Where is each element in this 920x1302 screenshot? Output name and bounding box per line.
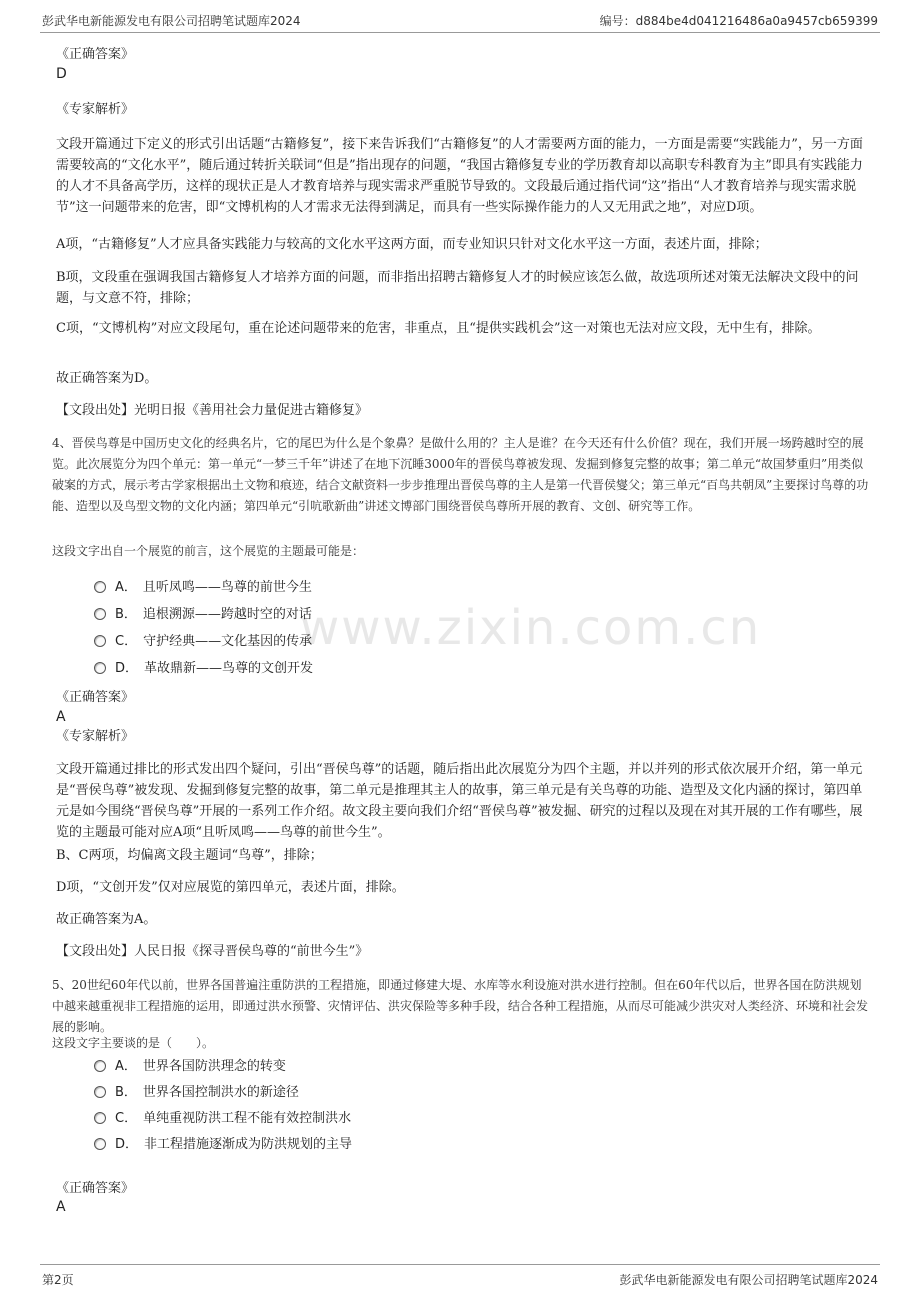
correct-answer-label: 《正确答案》 bbox=[56, 1181, 135, 1196]
radio-icon[interactable] bbox=[94, 1060, 106, 1072]
q5-stem: 5、20世纪60年代以前，世界各国普遍注重防洪的工程措施，即通过修建大堤、水库等水利设施对洪水进行控制。但在60年代以后，世界各国在防洪规划中越来越重视非工程措施的运用，即通过洪水预警、灾情评估、洪灾保险等多种手段，结合各种工程措施，从而尽可能减少洪灾对人类经济、环境和社会发展的影响。 bbox=[52, 978, 869, 1034]
radio-icon[interactable] bbox=[94, 1138, 106, 1150]
expert-analysis-label: 《专家解析》 bbox=[56, 102, 135, 117]
q3-source: 【文段出处】光明日报《善用社会力量促进古籍修复》 bbox=[56, 403, 369, 418]
q4-answer: A bbox=[56, 709, 66, 725]
q3-option-c-analysis: C项，“文博机构”对应文段尾句，重在论述问题带来的危害，非重点，且“提供实践机会”这一对策也无法对应文段，无中生有，排除。 bbox=[56, 321, 821, 336]
radio-icon[interactable] bbox=[94, 635, 106, 647]
page-number: 第2页 bbox=[42, 1273, 74, 1287]
expert-analysis-label: 《专家解析》 bbox=[56, 729, 135, 744]
radio-icon[interactable] bbox=[94, 608, 106, 620]
page-header bbox=[40, 10, 880, 33]
radio-icon[interactable] bbox=[94, 662, 106, 674]
q4-option-bc-analysis: B、C两项，均偏离文段主题词“鸟尊”，排除； bbox=[56, 848, 323, 863]
q4-stem: 4、晋侯鸟尊是中国历史文化的经典名片，它的尾巴为什么是个象鼻？是做什么用的？主人是谁？在今天还有什么价值？现在，我们开展一场跨越时空的展览。此次展览分为四个单元：第一单元“一梦三千年”讲述了在地下沉睡3000年的晋侯鸟尊被发现、发掘到修复完整的故事；第二单元“故国梦重归”用类似破案的方式，展示考古学家根据出土文物和痕迹，结合文献资料一步步推理出晋侯鸟尊的主人是第一代晋侯燮父；第三单元“百鸟共朝凤”主要探讨鸟尊的功能、造型以及鸟型文物的文化内涵；第四单元“引吭歌新曲”讲述文博部门围绕晋侯鸟尊所开展的教育、文创、研究等工作。 bbox=[52, 436, 869, 513]
q3-conclusion: 故正确答案为D。 bbox=[56, 371, 158, 386]
footer-title: 彭武华电新能源发电有限公司招聘笔试题库2024 bbox=[619, 1273, 878, 1287]
watermark: www.zixin.com.cn bbox=[300, 600, 762, 656]
q3-option-a-analysis: A项，“古籍修复”人才应具备实践能力与较高的文化水平这两方面，而专业知识只针对文化水平这一方面，表述片面，排除； bbox=[56, 237, 768, 252]
q4-question: 这段文字出自一个展览的前言，这个展览的主题最可能是： bbox=[52, 544, 365, 558]
q4-option-a[interactable]: A． 且听凤鸣——鸟尊的前世今生 bbox=[94, 578, 312, 598]
q5-option-b[interactable]: B． 世界各国控制洪水的新途径 bbox=[94, 1083, 299, 1103]
page-footer bbox=[40, 1264, 880, 1289]
correct-answer-label: 《正确答案》 bbox=[56, 47, 135, 62]
q3-option-b-analysis: B项，文段重在强调我国古籍修复人才培养方面的问题，而非指出招聘古籍修复人才的时候应该怎么做，故选项所述对策无法解决文段中的问题，与文意不符，排除； bbox=[56, 270, 859, 306]
q4-analysis: 文段开篇通过排比的形式发出四个疑问，引出“晋侯鸟尊”的话题，随后指出此次展览分为四个主题，并以并列的形式依次展开介绍，第一单元是“晋侯鸟尊”被发现、发掘到修复完整的故事，第二单元是推理其主人的故事，第三单元是有关鸟尊的功能、造型及文化内涵的探讨，第四单元是如今围绕“晋侯鸟尊”开展的一系列工作介绍。故文段主要向我们介绍“晋侯鸟尊”被发掘、研究的过程以及现在对其开展的工作有哪些，展览的主题最可能对应A项“且听凤鸣——鸟尊的前世今生”。 bbox=[56, 762, 863, 840]
q5-option-d[interactable]: D． 非工程措施逐渐成为防洪规划的主导 bbox=[94, 1135, 352, 1155]
q4-option-c[interactable]: C． 守护经典——文化基因的传承 bbox=[94, 632, 312, 652]
q5-answer: A bbox=[56, 1199, 66, 1215]
header-doc-id: 编号：d884be4d041216486a0a9457cb659399 bbox=[599, 14, 878, 28]
q4-source: 【文段出处】人民日报《探寻晋侯鸟尊的“前世今生”》 bbox=[56, 944, 369, 959]
radio-icon[interactable] bbox=[94, 1086, 106, 1098]
q4-option-d[interactable]: D． 革故鼎新——鸟尊的文创开发 bbox=[94, 659, 313, 679]
q5-question: 这段文字主要谈的是（ ）。 bbox=[52, 1036, 215, 1050]
q5-option-c[interactable]: C． 单纯重视防洪工程不能有效控制洪水 bbox=[94, 1109, 351, 1129]
q4-option-b[interactable]: B． 追根溯源——跨越时空的对话 bbox=[94, 605, 312, 625]
q5-option-a[interactable]: A． 世界各国防洪理念的转变 bbox=[94, 1057, 286, 1077]
radio-icon[interactable] bbox=[94, 581, 106, 593]
header-title: 彭武华电新能源发电有限公司招聘笔试题库2024 bbox=[42, 14, 301, 28]
q4-option-d-analysis: D项，“文创开发”仅对应展览的第四单元，表述片面，排除。 bbox=[56, 880, 405, 895]
q3-answer: D bbox=[56, 66, 67, 82]
radio-icon[interactable] bbox=[94, 1112, 106, 1124]
q3-analysis: 文段开篇通过下定义的形式引出话题“古籍修复”，接下来告诉我们“古籍修复”的人才需要两方面的能力，一方面是需要“实践能力”，另一方面需要较高的“文化水平”，随后通过转折关联词“但是”指出现存的问题，“我国古籍修复专业的学历教育却以高职专科教育为主”即具有实践能力的人才不具备高学历，这样的现状正是人才教育培养与现实需求严重脱节导致的。文段最后通过指代词“这”指出“人才教育培养与现实需求脱节”这一问题带来的危害，即“文博机构的人才需求无法得到满足，而具有一些实际操作能力的人又无用武之地”，对应D项。 bbox=[56, 137, 863, 215]
q4-conclusion: 故正确答案为A。 bbox=[56, 912, 157, 927]
correct-answer-label: 《正确答案》 bbox=[56, 690, 135, 705]
